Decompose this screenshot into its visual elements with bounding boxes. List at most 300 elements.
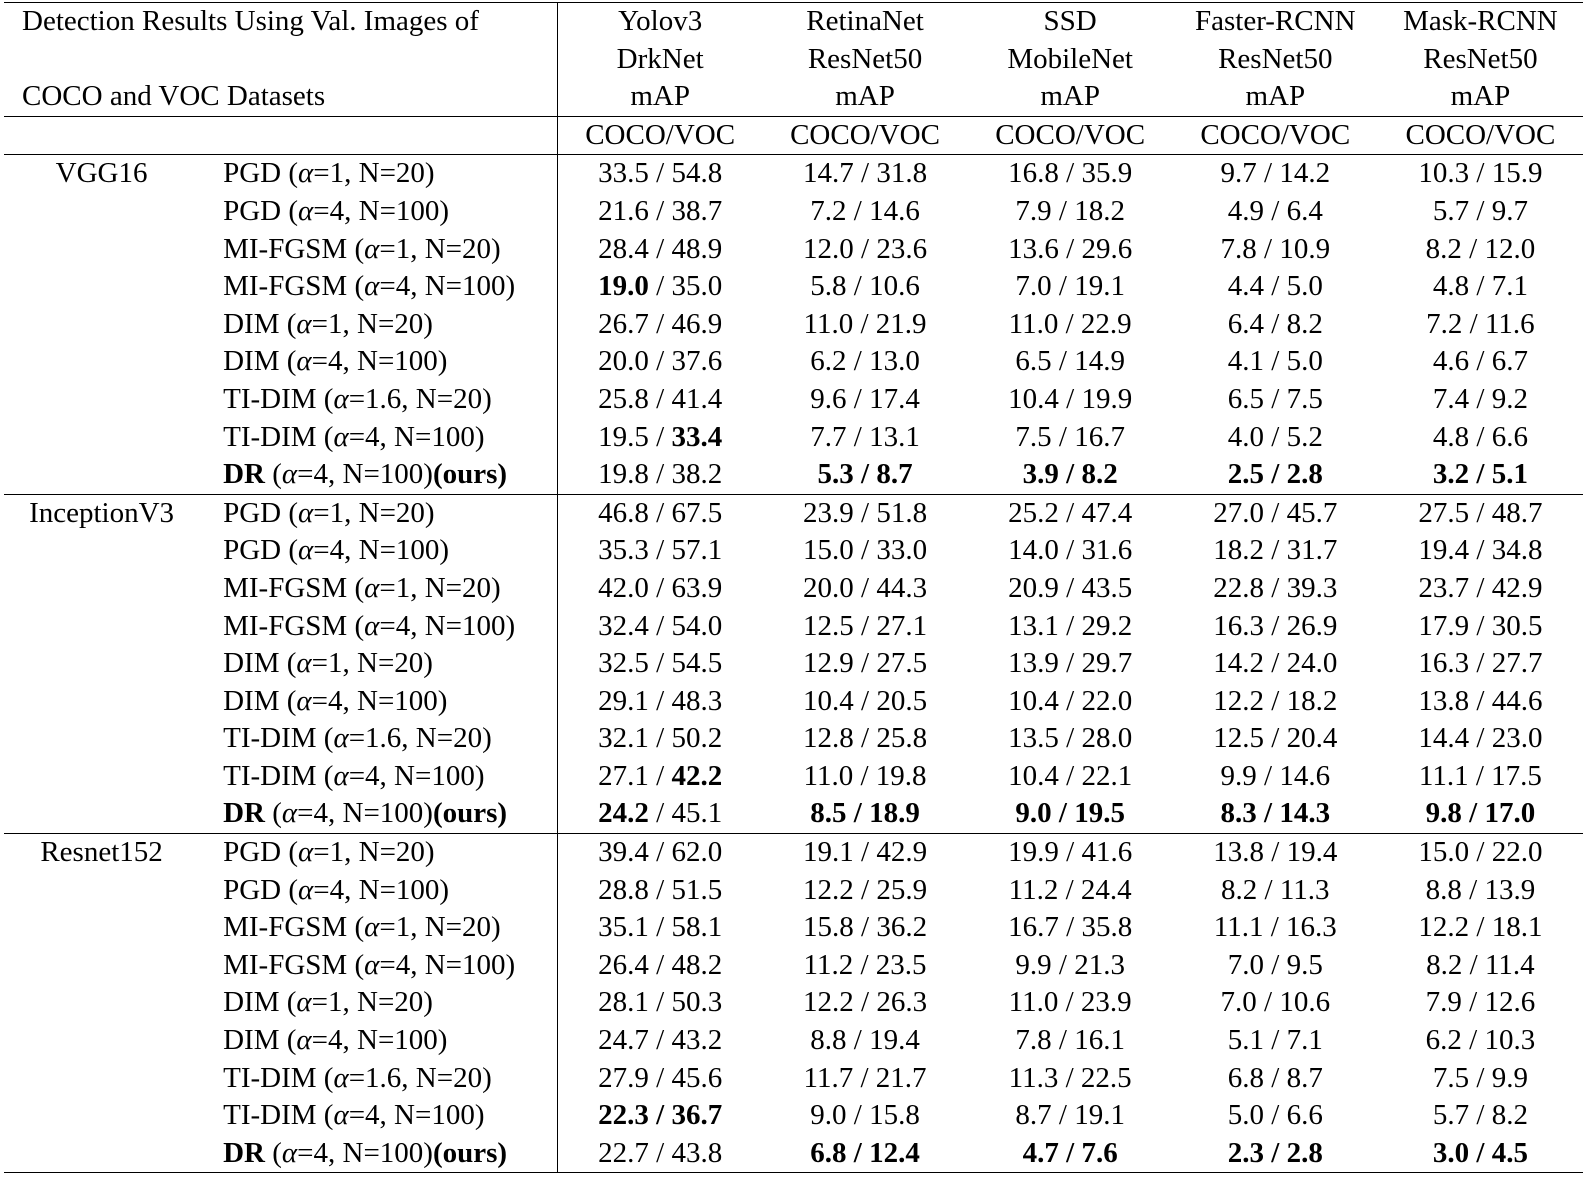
open-paren: (	[279, 684, 297, 717]
voc-map-value: 21.9	[875, 307, 927, 340]
method-name: DR	[223, 458, 265, 491]
coco-map-value: 16.3	[1418, 647, 1470, 680]
method-cell	[199, 1135, 557, 1173]
voc-map-value: 14.6	[1279, 759, 1331, 792]
coco-map-value: 13.5	[1008, 722, 1059, 755]
method-name: PGD	[223, 496, 282, 529]
alpha-symbol: α	[296, 986, 312, 1019]
map-value-cell	[1173, 494, 1378, 532]
empty-cell	[4, 193, 199, 231]
method-params: =1.6, N=20)	[348, 722, 492, 755]
coco-map-value: 2.3	[1227, 1136, 1264, 1169]
voc-map-value: 41.6	[1081, 836, 1133, 869]
value-separator: /	[1051, 420, 1075, 453]
voc-map-value: 29.6	[1081, 232, 1133, 265]
coco-map-value: 7.4	[1432, 382, 1470, 415]
map-value-cell	[557, 872, 762, 910]
voc-map-value: 42.9	[876, 836, 928, 869]
value-separator: /	[1051, 345, 1075, 378]
method-cell	[199, 758, 557, 796]
value-separator: /	[853, 571, 877, 604]
coco-map-value: 14.7	[803, 157, 854, 190]
value-separator: /	[1058, 534, 1082, 567]
empty-cell	[4, 645, 199, 683]
coco-map-value: 4.9	[1227, 194, 1264, 227]
coco-map-value: 39.4	[598, 836, 649, 869]
coco-map-value: 6.8	[810, 1136, 847, 1169]
coco-map-value: 10.3	[1418, 157, 1470, 190]
value-separator: /	[853, 458, 877, 491]
coco-map-value: 11.0	[1008, 986, 1059, 1019]
table-row	[4, 231, 1583, 269]
map-value-cell	[1173, 193, 1378, 231]
map-value-cell	[762, 306, 967, 344]
value-separator: /	[1264, 270, 1287, 303]
alpha-symbol: α	[333, 759, 349, 792]
map-value-cell	[762, 155, 967, 193]
results-table	[4, 2, 1583, 1173]
method-cell	[199, 343, 557, 381]
map-value-cell	[1378, 645, 1583, 683]
open-paren: (	[316, 420, 334, 453]
open-paren: (	[281, 534, 299, 567]
table-row	[4, 381, 1583, 419]
voc-map-value: 25.8	[876, 722, 928, 755]
value-separator: /	[1051, 948, 1075, 981]
map-value-cell	[968, 268, 1173, 306]
table-title-line: COCO and VOC Datasets	[22, 80, 326, 113]
voc-map-value: 13.0	[869, 345, 920, 378]
method-params: =4, N=100)	[311, 345, 448, 378]
detector-header-mask-rcnn	[1378, 3, 1583, 117]
coco-map-value: 12.8	[803, 722, 854, 755]
map-value-cell	[968, 343, 1173, 381]
voc-map-value: 19.9	[1081, 382, 1133, 415]
coco-map-value: 10.4	[803, 684, 854, 717]
coco-map-value: 25.8	[598, 382, 649, 415]
method-params: =4, N=100)	[311, 684, 448, 717]
coco-map-value: 4.0	[1227, 420, 1264, 453]
voc-map-value: 19.1	[1074, 270, 1125, 303]
coco-map-value: 12.2	[803, 986, 854, 1019]
method-name: DIM	[223, 684, 280, 717]
empty-cell	[4, 456, 199, 494]
voc-map-value: 5.2	[1286, 420, 1323, 453]
voc-map-value: 44.6	[1491, 684, 1543, 717]
map-value-cell	[557, 193, 762, 231]
coco-map-value: 3.9	[1022, 458, 1059, 491]
map-value-cell	[762, 872, 967, 910]
map-value-cell	[968, 909, 1173, 947]
map-value-cell	[968, 608, 1173, 646]
method-name: TI-DIM	[223, 1061, 317, 1094]
coco-map-value: 7.9	[1015, 194, 1052, 227]
coco-map-value: 16.7	[1008, 911, 1059, 944]
voc-map-value: 36.2	[876, 911, 928, 944]
voc-map-value: 14.2	[1279, 157, 1331, 190]
coco-map-value: 22.3	[598, 1099, 649, 1132]
coco-map-value: 14.4	[1418, 722, 1470, 755]
coco-map-value: 18.2	[1213, 534, 1264, 567]
table-body	[4, 155, 1583, 1173]
coco-map-value: 19.1	[803, 836, 854, 869]
map-value-cell	[1378, 1097, 1583, 1135]
method-name: MI-FGSM	[223, 911, 348, 944]
empty-cell	[4, 608, 199, 646]
method-cell	[199, 419, 557, 457]
coco-map-value: 12.5	[1213, 722, 1264, 755]
map-value-cell	[1378, 1022, 1583, 1060]
value-separator: /	[648, 534, 672, 567]
value-separator: /	[1264, 382, 1287, 415]
map-value-cell	[557, 1022, 762, 1060]
voc-map-value: 2.8	[1286, 1136, 1323, 1169]
open-paren: (	[279, 345, 297, 378]
voc-map-value: 46.9	[671, 307, 723, 340]
voc-map-value: 31.6	[1081, 534, 1133, 567]
value-separator: /	[1051, 194, 1075, 227]
table-row	[4, 683, 1583, 721]
voc-map-value: 14.6	[869, 194, 920, 227]
map-value-cell	[762, 268, 967, 306]
detector-name: SSD	[1043, 5, 1097, 37]
empty-cell	[4, 306, 199, 344]
method-name: DR	[223, 797, 265, 830]
value-separator: /	[853, 759, 876, 792]
table-row	[4, 1135, 1583, 1173]
open-paren: (	[265, 1136, 282, 1169]
value-separator: /	[1462, 948, 1485, 981]
alpha-symbol: α	[296, 307, 312, 340]
map-value-cell	[762, 795, 967, 833]
voc-map-value: 48.3	[671, 684, 723, 717]
map-value-cell	[1173, 1060, 1378, 1098]
map-value-cell	[1173, 683, 1378, 721]
open-paren: (	[281, 496, 299, 529]
coco-map-value: 5.1	[1227, 1024, 1264, 1057]
method-params: =4, N=100)	[313, 534, 450, 567]
value-separator: /	[1264, 1024, 1287, 1057]
coco-map-value: 9.6	[810, 382, 847, 415]
map-value-cell	[762, 645, 967, 683]
coco-map-value: 7.5	[1432, 1061, 1470, 1094]
value-separator: /	[648, 836, 672, 869]
voc-map-value: 48.2	[671, 948, 723, 981]
voc-map-value: 5.0	[1286, 345, 1323, 378]
method-params: =4, N=100)	[313, 873, 450, 906]
map-value-cell	[762, 570, 967, 608]
method-name: MI-FGSM	[223, 609, 348, 642]
value-separator: /	[1264, 948, 1287, 981]
map-value-cell	[1173, 532, 1378, 570]
empty-cell	[4, 116, 199, 155]
map-value-cell	[1378, 720, 1583, 758]
value-separator: /	[648, 1136, 672, 1169]
value-separator: /	[846, 1136, 870, 1169]
alpha-symbol: α	[333, 1061, 349, 1094]
value-separator: /	[846, 270, 870, 303]
voc-map-value: 9.9	[1491, 1061, 1528, 1094]
voc-map-value: 2.8	[1286, 458, 1323, 491]
map-value-cell	[557, 909, 762, 947]
voc-map-value: 22.9	[1080, 307, 1132, 340]
alpha-symbol: α	[333, 420, 349, 453]
coco-map-value: 4.1	[1227, 345, 1264, 378]
value-separator: /	[1264, 722, 1287, 755]
alpha-symbol: α	[298, 873, 314, 906]
method-name: MI-FGSM	[223, 232, 348, 265]
value-separator: /	[853, 986, 877, 1019]
subheader-cell: COCO/VOC	[1173, 116, 1378, 155]
detector-header-retinanet	[762, 3, 967, 117]
voc-map-value: 30.5	[1491, 609, 1543, 642]
voc-map-value: 11.3	[1279, 873, 1330, 906]
value-separator: /	[648, 157, 672, 190]
voc-map-value: 12.0	[1484, 232, 1536, 265]
voc-map-value: 50.2	[671, 722, 723, 755]
value-separator: /	[648, 496, 672, 529]
table-title-line: Detection Results Using Val. Images of	[22, 5, 479, 37]
value-separator: /	[1469, 345, 1492, 378]
table-row	[4, 193, 1583, 231]
alpha-symbol: α	[298, 534, 314, 567]
coco-map-value: 20.0	[803, 571, 854, 604]
voc-map-value: 48.9	[671, 232, 723, 265]
coco-map-value: 5.0	[1227, 1099, 1264, 1132]
map-value-cell	[1173, 720, 1378, 758]
map-value-cell	[1173, 570, 1378, 608]
detector-header-ssd	[968, 3, 1173, 117]
detector-name: Yolov3	[618, 5, 703, 37]
value-separator: /	[1256, 797, 1280, 830]
alpha-symbol: α	[281, 797, 298, 830]
coco-map-value: 27.9	[598, 1061, 649, 1094]
coco-map-value: 23.9	[803, 496, 854, 529]
map-value-cell	[968, 570, 1173, 608]
coco-map-value: 10.4	[1008, 759, 1059, 792]
voc-map-value: 27.1	[876, 609, 928, 642]
coco-map-value: 28.8	[598, 873, 649, 906]
voc-map-value: 9.2	[1491, 382, 1528, 415]
value-separator: /	[1058, 157, 1082, 190]
coco-map-value: 7.2	[810, 194, 847, 227]
coco-map-value: 19.9	[1008, 836, 1059, 869]
voc-map-value: 8.7	[1286, 1061, 1323, 1094]
coco-map-value: 11.7	[803, 1061, 854, 1094]
coco-map-value: 35.3	[598, 534, 649, 567]
coco-map-value: 15.0	[1418, 836, 1470, 869]
open-paren: (	[347, 232, 365, 265]
open-paren: (	[347, 270, 365, 303]
voc-map-value: 26.3	[876, 986, 928, 1019]
voc-map-value: 11.6	[1484, 307, 1535, 340]
subheader-cell: COCO/VOC	[557, 116, 762, 155]
map-value-cell	[762, 1135, 967, 1173]
map-value-cell	[1173, 909, 1378, 947]
voc-map-value: 7.1	[1286, 1024, 1323, 1057]
voc-map-value: 19.4	[1286, 836, 1338, 869]
voc-map-value: 33.0	[876, 534, 928, 567]
map-value-cell	[968, 193, 1173, 231]
map-value-cell	[762, 909, 967, 947]
value-separator: /	[648, 420, 672, 453]
map-value-cell	[1378, 306, 1583, 344]
alpha-symbol: α	[298, 157, 314, 190]
value-separator: /	[1469, 836, 1492, 869]
alpha-symbol: α	[298, 496, 314, 529]
voc-map-value: 63.9	[671, 571, 723, 604]
voc-map-value: 43.2	[671, 1024, 723, 1057]
value-separator: /	[1264, 1061, 1287, 1094]
map-value-cell	[968, 1135, 1173, 1173]
coco-map-value: 32.1	[598, 722, 649, 755]
map-value-cell	[762, 984, 967, 1022]
method-params: =4, N=100)	[311, 1024, 448, 1057]
voc-map-value: 14.9	[1074, 345, 1125, 378]
value-separator: /	[853, 873, 877, 906]
alpha-symbol: α	[281, 1136, 298, 1169]
detector-backbone: ResNet50	[807, 42, 923, 75]
table-header	[4, 3, 1583, 155]
value-separator: /	[1469, 420, 1492, 453]
table-title-cell	[4, 3, 557, 117]
voc-map-value: 39.3	[1286, 571, 1338, 604]
map-value-cell	[557, 343, 762, 381]
table-row	[4, 608, 1583, 646]
voc-map-value: 25.9	[876, 873, 928, 906]
coco-map-value: 15.8	[803, 911, 854, 944]
map-value-cell	[968, 231, 1173, 269]
map-value-cell	[1173, 947, 1378, 985]
map-value-cell	[1173, 1022, 1378, 1060]
map-value-cell	[1378, 1135, 1583, 1173]
coco-map-value: 28.4	[598, 232, 649, 265]
value-separator: /	[648, 194, 672, 227]
map-value-cell	[762, 193, 967, 231]
value-separator: /	[1058, 458, 1082, 491]
method-params: =1, N=20)	[311, 986, 433, 1019]
value-separator: /	[648, 345, 672, 378]
voc-map-value: 17.5	[1491, 759, 1542, 792]
voc-map-value: 17.0	[1484, 797, 1536, 830]
value-separator: /	[1264, 571, 1287, 604]
metric-label: mAP	[630, 80, 690, 113]
coco-map-value: 12.0	[803, 232, 854, 265]
voc-map-value: 8.2	[1286, 307, 1323, 340]
voc-map-value: 14.3	[1279, 797, 1331, 830]
voc-map-value: 13.1	[869, 420, 920, 453]
coco-map-value: 8.2	[1221, 873, 1258, 906]
method-params: =1.6, N=20)	[348, 382, 492, 415]
open-paren: (	[265, 797, 282, 830]
voc-map-value: 54.0	[671, 609, 723, 642]
map-value-cell	[968, 795, 1173, 833]
method-name: TI-DIM	[223, 1099, 317, 1132]
coco-map-value: 11.2	[1008, 873, 1059, 906]
alpha-symbol: α	[281, 458, 298, 491]
open-paren: (	[316, 722, 334, 755]
coco-map-value: 14.2	[1213, 647, 1264, 680]
value-separator: /	[846, 345, 870, 378]
metric-label: mAP	[1040, 80, 1100, 113]
table-row	[4, 268, 1583, 306]
map-value-cell	[1173, 381, 1378, 419]
map-value-cell	[1378, 419, 1583, 457]
value-separator: /	[648, 759, 672, 792]
subheader-cell: COCO/VOC	[1378, 116, 1583, 155]
map-value-cell	[1378, 231, 1583, 269]
coco-map-value: 12.2	[803, 873, 854, 906]
coco-map-value: 7.7	[810, 420, 847, 453]
map-value-cell	[557, 795, 762, 833]
value-separator: /	[1058, 232, 1082, 265]
value-separator: /	[853, 836, 877, 869]
coco-map-value: 13.8	[1213, 836, 1264, 869]
coco-map-value: 13.9	[1008, 647, 1059, 680]
coco-map-value: 12.2	[1213, 684, 1264, 717]
open-paren: (	[279, 986, 297, 1019]
method-cell	[199, 193, 557, 231]
coco-map-value: 16.3	[1213, 609, 1264, 642]
voc-map-value: 23.5	[875, 948, 927, 981]
coco-map-value: 11.1	[1213, 911, 1264, 944]
voc-map-value: 43.5	[1081, 571, 1133, 604]
voc-map-value: 21.3	[1074, 948, 1125, 981]
table-row	[4, 532, 1583, 570]
value-separator: /	[846, 194, 870, 227]
map-value-cell	[1173, 984, 1378, 1022]
method-cell	[199, 155, 557, 193]
map-value-cell	[557, 608, 762, 646]
map-value-cell	[1173, 155, 1378, 193]
map-value-cell	[1173, 456, 1378, 494]
voc-map-value: 15.8	[869, 1099, 920, 1132]
coco-map-value: 8.2	[1426, 948, 1463, 981]
coco-map-value: 11.1	[1418, 759, 1469, 792]
map-value-cell	[1173, 1135, 1378, 1173]
map-value-cell	[968, 645, 1173, 683]
backbone-label: VGG16	[4, 155, 199, 193]
voc-map-value: 38.2	[671, 458, 723, 491]
voc-map-value: 51.8	[876, 496, 928, 529]
value-separator: /	[1469, 1061, 1492, 1094]
voc-map-value: 8.7	[876, 458, 913, 491]
map-value-cell	[1378, 268, 1583, 306]
empty-cell	[4, 872, 199, 910]
method-name: TI-DIM	[223, 759, 317, 792]
voc-map-value: 35.8	[1081, 911, 1133, 944]
coco-map-value: 9.0	[1015, 797, 1052, 830]
method-name: TI-DIM	[223, 382, 317, 415]
method-name: PGD	[223, 534, 282, 567]
value-separator: /	[1469, 722, 1492, 755]
coco-map-value: 14.0	[1008, 534, 1059, 567]
voc-map-value: 19.8	[875, 759, 927, 792]
coco-map-value: 27.0	[1213, 496, 1264, 529]
map-value-cell	[1378, 456, 1583, 494]
empty-cell	[4, 720, 199, 758]
value-separator: /	[853, 722, 877, 755]
coco-map-value: 10.4	[1008, 684, 1059, 717]
voc-map-value: 22.5	[1080, 1061, 1132, 1094]
map-value-cell	[1378, 683, 1583, 721]
empty-cell	[4, 231, 199, 269]
method-cell	[199, 909, 557, 947]
value-separator: /	[853, 232, 877, 265]
method-name: DIM	[223, 1024, 280, 1057]
map-value-cell	[1173, 343, 1378, 381]
value-separator: /	[1264, 534, 1287, 567]
